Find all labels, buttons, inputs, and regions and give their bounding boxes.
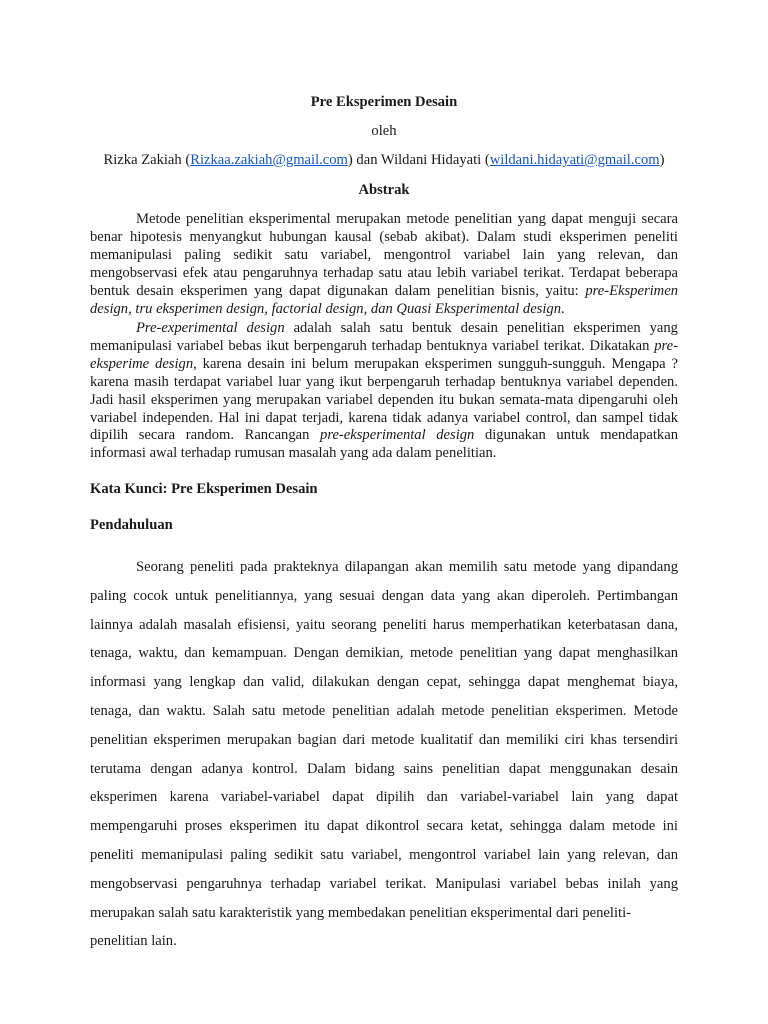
abstract-paragraph-1 — [90, 211, 678, 318]
intro-paragraph-last-line: penelitian lain. — [90, 933, 177, 950]
authors-line — [0, 152, 768, 169]
abstract-heading: Abstrak — [358, 182, 410, 198]
intro-paragraph: Seorang peneliti pada prakteknya dilapangan akan memilih satu metode yang dipandang paling cocok untuk penelitiannya, yang sesuai dengan data yang akan diperoleh. Pertimbangan lainnya adalah masalah efisiensi, yaitu seorang peneliti harus memperhatikan keterbatasan dana, tenaga, waktu, dan kemampuan. Dengan demikian, metode penelitian yang dapat menghasilkan informasi yang lengkap dan valid, dilakukan dengan cepat, sehingga dapat menghemat biaya, tenaga, dan waktu. Salah satu metode penelitian adalah metode penelitian eksperimen. Metode penelitian eksperimen merupakan bagian dari metode kualitatif dan memiliki ciri khas tersendiri terutama dengan adanya kontrol. Dalam bidang sains penelitian dapat menggunakan desain eksperimen karena variabel-variabel dapat dipilih dan variabel-variabel lain yang dapat mempengaruhi proses eksperimen itu dapat dikontrol secara ketat, sehingga dalam metode ini peneliti memanipulasi paling sedikit satu variabel, mengontrol variabel lain yang relevan, dan mengobservasi pengaruhnya terhadap variabel terikat. Manipulasi variabel bebas inilah yang merupakan salah satu karakteristik yang membedakan penelitian eksperimental dari peneliti- — [90, 559, 678, 921]
author-close: ) — [659, 152, 665, 168]
document-title: Pre Eksperimen Desain — [310, 94, 458, 110]
abstract-paragraph-2 — [90, 320, 678, 463]
abstract-p2-text-c: digunakan untuk mendapatkan informasi awal terhadap rumusan masalah yang ada dalam penelitian. — [90, 427, 678, 462]
abstract-p2-italic-1: Pre-experimental design — [136, 320, 285, 336]
author1-name: Rizka Zakiah ( — [103, 152, 191, 168]
byline-label: oleh — [371, 123, 397, 139]
abstract-p2-text-b: , karena desain ini belum merupakan eksperimen sungguh-sungguh. Mengapa ? karena masih terdapat variabel luar yang ikut berpengaruh terhadap bentuknya variabel dependen. Jadi hasil eksperimen yang merupakan variabel dependen itu bukan semata-mata dipengaruhi oleh variabel independen. Hal ini dapat terjadi, karena tidak adanya variabel control, dan sampel tidak dipilih secara random. Rancangan — [90, 355, 678, 444]
intro-heading: Pendahuluan — [90, 517, 173, 533]
abstract-p1-italic: pre-Eksperimen design, tru eksperimen design, factorial design, dan Quasi Eksperimental design — [90, 282, 678, 317]
keywords-line: Kata Kunci: Pre Eksperimen Desain — [90, 481, 318, 497]
abstract-p2-text-a: adalah salah satu bentuk desain penelitian eksperimen yang memanipulasi variabel bebas ikut berpengaruh terhadap bentuknya variabel terikat. Dikatakan — [90, 320, 678, 354]
abstract-p1-end: . — [561, 300, 565, 317]
intro-body — [90, 553, 678, 956]
abstract-p2-italic-2: pre-eksperime design — [90, 337, 678, 372]
author1-email-link[interactable]: Rizkaa.zakiah@gmail.com — [190, 152, 348, 168]
author2-email-link[interactable]: wildani.hidayati@gmail.com — [489, 152, 660, 168]
abstract-p2-italic-3: pre-eksperimental design — [320, 427, 475, 444]
author-join: ) dan Wildani Hidayati ( — [347, 152, 490, 168]
abstract-p1-text: Metode penelitian eksperimental merupakan metode penelitian yang dapat menguji secara benar hipotesis menyangkut hubungan kausal (sebab akibat). Dalam studi eksperimen peneliti memanipulasi paling sedikit satu variabel, mengontrol variabel lain yang relevan, dan mengobservasi efek atau pengaruhnya terhadap satu atau lebih variabel terikat. Terdapat beberapa bentuk desain eksperimen yang dapat digunakan dalam penelitian bisnis, yaitu: — [90, 211, 678, 299]
